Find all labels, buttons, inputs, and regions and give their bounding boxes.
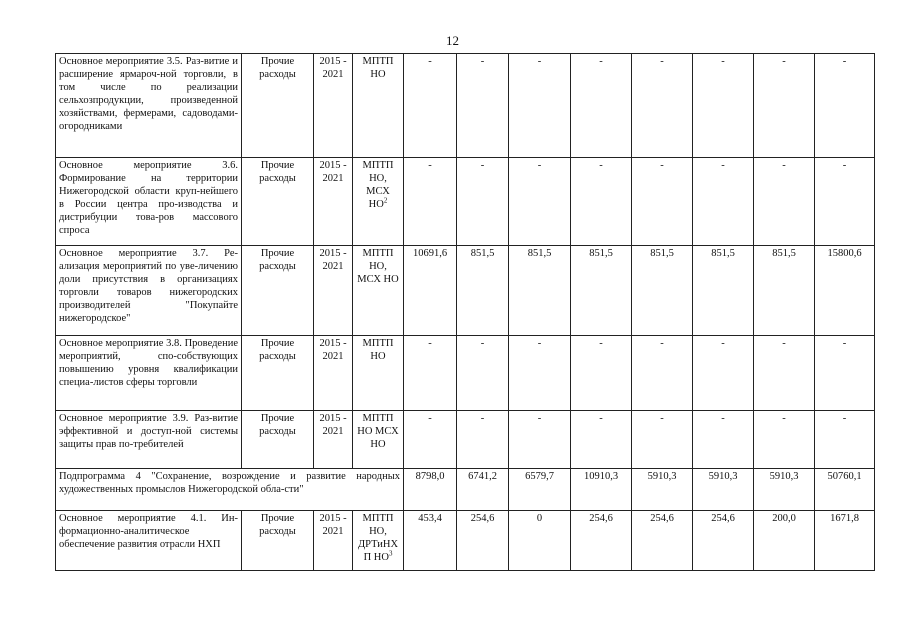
value-cell: - [754, 336, 815, 411]
period: 2015 - 2021 [314, 246, 353, 336]
expense-type: Прочие расходы [242, 158, 314, 246]
value-cell: - [693, 336, 754, 411]
value-cell: 5910,3 [632, 469, 693, 511]
expense-type: Прочие расходы [242, 246, 314, 336]
value-cell: 10691,6 [404, 246, 457, 336]
executor-text: МПТП НО, МСХ НО [362, 160, 394, 210]
value-cell: - [509, 54, 571, 158]
value-cell: - [404, 411, 457, 469]
value-cell: 15800,6 [815, 246, 875, 336]
value-cell: - [632, 336, 693, 411]
value-cell: - [754, 411, 815, 469]
executor-text: МПТП НО, ДРТиНХП НО [357, 513, 399, 563]
value-cell: - [404, 158, 457, 246]
value-cell: - [457, 336, 509, 411]
table-row [56, 511, 875, 571]
measure-name: Основное мероприятие 3.7. Ре-ализация мероприятий по уве-личению доли присутствия в организациях торговли товаров нижегородских производителей "Покупайте нижегородское" [56, 246, 242, 336]
value-cell: 851,5 [693, 246, 754, 336]
value-cell: 8798,0 [404, 469, 457, 511]
value-cell: 5910,3 [693, 469, 754, 511]
value-cell: 254,6 [457, 511, 509, 571]
value-cell: - [632, 54, 693, 158]
measure-name: Основное мероприятие 3.9. Раз-витие эффективной и доступ-ной системы защиты прав по-требителей [56, 411, 242, 469]
value-cell: 1671,8 [815, 511, 875, 571]
period: 2015 - 2021 [314, 336, 353, 411]
value-cell: 453,4 [404, 511, 457, 571]
executor [353, 511, 404, 571]
value-cell: 851,5 [509, 246, 571, 336]
measure-name: Основное мероприятие 3.6. Формирование на территории Нижегородской области круп-нейшего в России центра про-изводства и дистрибуции това-ров массового спроса [56, 158, 242, 246]
value-cell: - [815, 411, 875, 469]
value-cell: - [404, 54, 457, 158]
executor-text: МПТП НО [362, 338, 394, 362]
value-cell: - [693, 411, 754, 469]
measure-name: Основное мероприятие 3.5. Раз-витие и расширение ярмароч-ной торговли, в том числе по реализации сельхозпродукции, произведенной хозяйствами, фермерами, садоводами-огородниками [56, 54, 242, 158]
table-body [56, 54, 875, 571]
value-cell: - [571, 411, 632, 469]
measure-name: Основное мероприятие 3.8. Проведение мероприятий, спо-собствующих повышению уровня квалификации специа-листов сферы торговли [56, 336, 242, 411]
value-cell: 254,6 [693, 511, 754, 571]
value-cell: 0 [509, 511, 571, 571]
executor [353, 336, 404, 411]
value-cell: - [632, 411, 693, 469]
footnote-mark: 2 [383, 196, 388, 205]
value-cell: - [632, 158, 693, 246]
executor [353, 246, 404, 336]
value-cell: - [815, 158, 875, 246]
executor [353, 158, 404, 246]
table-row [56, 246, 875, 336]
expense-type: Прочие расходы [242, 336, 314, 411]
value-cell: - [693, 158, 754, 246]
value-cell: - [571, 336, 632, 411]
expense-type: Прочие расходы [242, 54, 314, 158]
value-cell: 254,6 [571, 511, 632, 571]
expense-type: Прочие расходы [242, 511, 314, 571]
value-cell: 10910,3 [571, 469, 632, 511]
period: 2015 - 2021 [314, 158, 353, 246]
value-cell: 5910,3 [754, 469, 815, 511]
value-cell: - [509, 158, 571, 246]
value-cell: 851,5 [754, 246, 815, 336]
table-row [56, 411, 875, 469]
value-cell: 851,5 [632, 246, 693, 336]
subprogram-row [56, 469, 875, 511]
value-cell: - [457, 158, 509, 246]
footnote-mark: 3 [388, 549, 393, 558]
value-cell: 50760,1 [815, 469, 875, 511]
table-row [56, 158, 875, 246]
value-cell: 6579,7 [509, 469, 571, 511]
executor [353, 54, 404, 158]
value-cell: - [815, 336, 875, 411]
value-cell: 200,0 [754, 511, 815, 571]
period: 2015 - 2021 [314, 54, 353, 158]
value-cell: 6741,2 [457, 469, 509, 511]
value-cell: - [404, 336, 457, 411]
executor-text: МПТП НО [362, 56, 394, 80]
value-cell: 254,6 [632, 511, 693, 571]
value-cell: - [509, 336, 571, 411]
value-cell: - [457, 54, 509, 158]
value-cell: - [754, 54, 815, 158]
executor-text: МПТП НО, МСХ НО [357, 248, 399, 285]
period: 2015 - 2021 [314, 511, 353, 571]
value-cell: - [754, 158, 815, 246]
subprogram-name: Подпрограмма 4 "Сохранение, возрождение и развитие народных художественных промыслов Нижегородской обла-сти" [56, 469, 404, 511]
table-row [56, 336, 875, 411]
value-cell: - [815, 54, 875, 158]
table-row [56, 54, 875, 158]
value-cell: - [571, 158, 632, 246]
value-cell: - [693, 54, 754, 158]
period: 2015 - 2021 [314, 411, 353, 469]
value-cell: - [457, 411, 509, 469]
budget-table [55, 53, 875, 571]
executor [353, 411, 404, 469]
value-cell: - [509, 411, 571, 469]
value-cell: 851,5 [571, 246, 632, 336]
value-cell: - [571, 54, 632, 158]
value-cell: 851,5 [457, 246, 509, 336]
executor-text: МПТП НО МСХ НО [357, 413, 399, 450]
page-number: 12 [446, 33, 459, 48]
measure-name: Основное мероприятие 4.1. Ин-формационно-аналитическое обеспечение развития отрасли НХП [56, 511, 242, 571]
expense-type: Прочие расходы [242, 411, 314, 469]
